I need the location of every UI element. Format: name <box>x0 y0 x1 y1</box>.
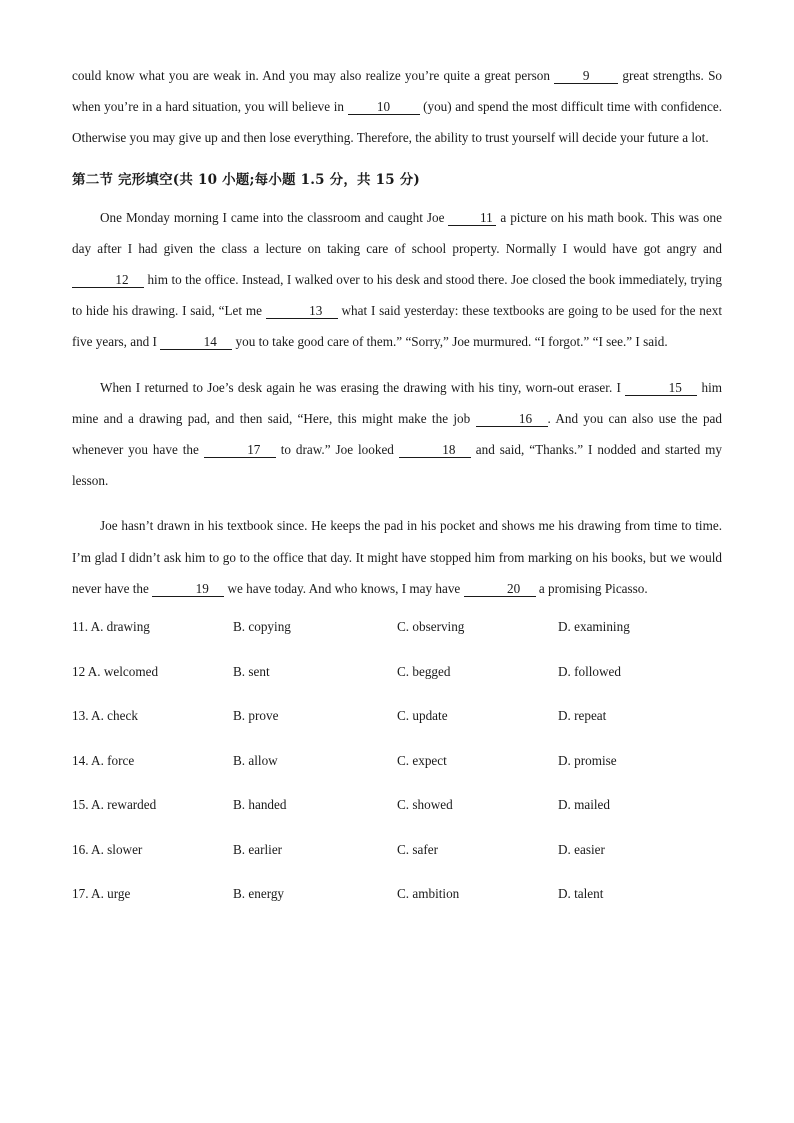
cloze-text: him to the office. Instead, I walked over to his desk and stood there. Joe closed the book immediately, trying to hide his drawing. I said, “Let me <box>72 272 722 319</box>
passage-text: great strengths. So when you’re in a hard situation, you will believe in <box>72 68 722 115</box>
cloze-text: and said, “Thanks.” I nodded and started my lesson. <box>72 442 722 489</box>
cloze-text: we have today. And who knows, I may have <box>224 580 464 596</box>
blank-10: 10 <box>348 99 420 115</box>
option-a: 11. A. drawing <box>72 619 150 635</box>
option-c: C. ambition <box>397 886 460 902</box>
option-d: D. mailed <box>558 797 611 813</box>
cloze-text: . And you can also use the pad whenever you have the <box>72 410 722 458</box>
passage-text: could know what you are weak in. And you may also realize you’re quite a great person <box>72 68 555 83</box>
option-row <box>72 618 722 663</box>
cloze-paragraph-1 <box>72 202 722 358</box>
blank-18: 18 <box>399 442 471 458</box>
cloze-text: One Monday morning I came into the classroom and caught Joe <box>100 209 449 225</box>
option-a: 13. A. check <box>72 708 138 724</box>
option-d: D. examining <box>558 619 630 635</box>
option-d: D. easier <box>558 841 605 857</box>
option-c: C. observing <box>397 619 465 635</box>
cloze-text: Joe hasn’t drawn in his textbook since. He keeps the pad in his pocket and shows me his drawing from time to time. I’m glad I didn’t ask him to go to the office that day. It might have stopped him from marking on his books, but we would never have the <box>72 518 722 596</box>
cloze-text: a promising Picasso. <box>535 580 648 596</box>
cloze-text: When I returned to Joe’s desk again he was erasing the drawing with his tiny, worn-out eraser. I <box>100 379 626 395</box>
blank-17: 17 <box>204 442 276 458</box>
option-row <box>72 841 722 886</box>
cloze-text: a picture on his math book. This was one day after I had given the class a lecture on taking care of school property. Normally I would have got angry and <box>72 209 722 256</box>
option-d: D. followed <box>558 663 621 679</box>
option-row <box>72 707 722 752</box>
option-b: B. handed <box>233 797 287 813</box>
option-b: B. copying <box>233 619 291 635</box>
blank-13: 13 <box>266 303 338 319</box>
option-a: 16. A. slower <box>72 841 143 857</box>
blank-20: 20 <box>464 581 536 597</box>
cloze-text: him mine and a drawing pad, and then said, “Here, this might make the job <box>72 379 723 426</box>
option-b: B. prove <box>233 708 279 724</box>
option-b: B. allow <box>233 752 278 768</box>
passage-top-paragraph <box>72 60 722 154</box>
document-page <box>72 60 722 930</box>
option-row <box>72 885 722 930</box>
option-b: B. sent <box>233 663 270 679</box>
option-c: C. begged <box>397 663 451 679</box>
option-a: 17. A. urge <box>72 886 131 902</box>
option-a: 14. A. force <box>72 752 135 768</box>
section-heading: 第二节 完形填空(共 10 小题;每小题 1.5 分，共 15 分) <box>72 171 421 188</box>
option-d: D. talent <box>558 886 604 902</box>
option-c: C. expect <box>397 752 447 768</box>
option-row <box>72 752 722 797</box>
blank-9: 9 <box>554 68 618 84</box>
blank-11: 11 <box>448 210 496 226</box>
cloze-text: you to take good care of them.” “Sorry,” Joe murmured. “I forgot.” “I see.” I said. <box>232 334 668 350</box>
option-row <box>72 796 722 841</box>
blank-19: 19 <box>152 581 224 597</box>
option-c: C. showed <box>397 797 453 813</box>
cloze-text: what I said yesterday: these textbooks are going to be used for the next five years, and I <box>72 303 722 350</box>
passage-text: (you) and spend the most difficult time with confidence. Otherwise you may give up and then lose everything. Therefore, the ability to trust yourself will decide your future a lot. <box>72 99 722 146</box>
option-a: 12 A. welcomed <box>72 663 159 679</box>
option-c: C. safer <box>397 841 439 857</box>
options-list <box>72 618 722 930</box>
option-b: B. energy <box>233 886 285 902</box>
option-b: B. earlier <box>233 841 283 857</box>
blank-14: 14 <box>160 334 232 350</box>
cloze-text: to draw.” Joe looked <box>275 442 399 458</box>
cloze-paragraph-2 <box>72 372 722 497</box>
option-c: C. update <box>397 708 448 724</box>
option-d: D. promise <box>558 752 617 768</box>
blank-15: 15 <box>625 380 697 396</box>
option-a: 15. A. rewarded <box>72 797 157 813</box>
blank-12: 12 <box>72 272 144 288</box>
blank-16: 16 <box>476 411 548 427</box>
cloze-paragraph-3 <box>72 510 722 604</box>
option-d: D. repeat <box>558 708 607 724</box>
option-row <box>72 663 722 708</box>
